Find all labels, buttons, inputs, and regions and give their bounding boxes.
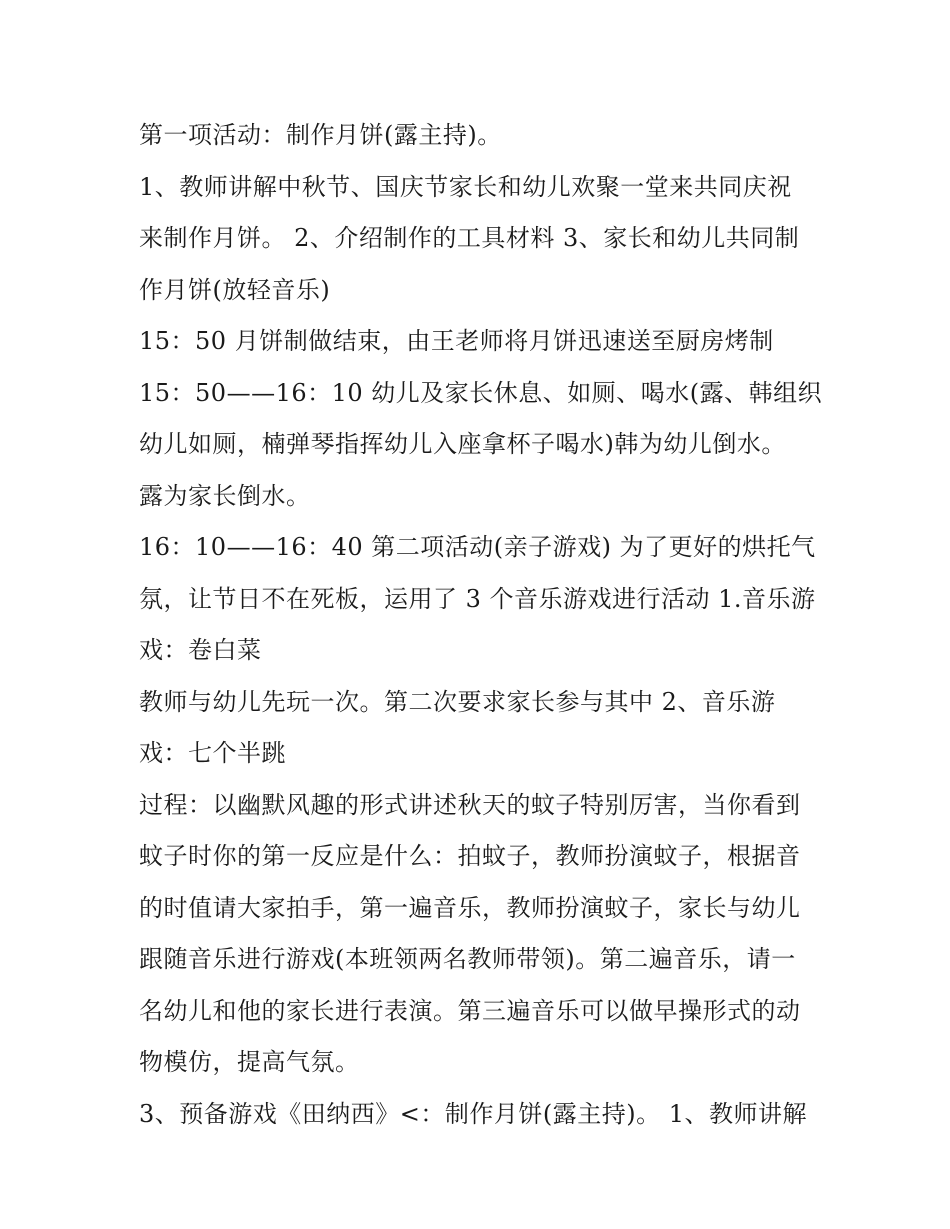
text-line: 蚊子时你的第一反应是什么：拍蚊子，教师扮演蚊子，根据音 <box>139 842 801 870</box>
text-line: 露为家长倒水。 <box>139 481 311 510</box>
text-line: 戏：卷白菜 <box>139 636 262 664</box>
text-line: 物模仿，提高气氛。 <box>139 1048 360 1076</box>
text-line: 过程：以幽默风趣的形式讲述秋天的蚊子特别厉害，当你看到 <box>139 790 801 819</box>
text-line: 的时值请大家拍手，第一遍音乐，教师扮演蚊子，家长与幼儿 <box>139 893 801 922</box>
text-line: 1、教师讲解中秋节、国庆节家长和幼儿欢聚一堂来共同庆祝 <box>139 172 792 201</box>
text-line: 作月饼(放轻音乐) <box>139 275 331 304</box>
text-line: 第一项活动：制作月饼(露主持)。 <box>139 121 502 149</box>
document-body <box>139 110 839 1140</box>
text-line: 来制作月饼。 2、介绍制作的工具材料 3、家长和幼儿共同制 <box>139 224 800 252</box>
text-line: 15：50——16：10 幼儿及家长休息、如厕、喝水(露、韩组织 <box>139 378 823 407</box>
text-line: 名幼儿和他的家长进行表演。第三遍音乐可以做早操形式的动 <box>139 996 801 1025</box>
text-line: 3、预备游戏《田纳西》<：制作月饼(露主持)。 1、教师讲解 <box>139 1099 808 1128</box>
text-line: 16：10——16：40 第二项活动(亲子游戏) 为了更好的烘托气 <box>139 533 816 561</box>
text-line: 教师与幼儿先玩一次。第二次要求家长参与其中 2、音乐游 <box>139 687 776 716</box>
text-line: 戏：七个半跳 <box>139 739 286 767</box>
text-line: 跟随音乐进行游戏(本班领两名教师带领)。第二遍音乐，请一 <box>139 945 796 973</box>
text-line: 幼儿如厕，楠弹琴指挥幼儿入座拿杯子喝水)韩为幼儿倒水。 <box>139 430 786 458</box>
text-line: 氛，让节日不在死板，运用了 3 个音乐游戏进行活动 1.音乐游 <box>139 584 816 613</box>
text-line: 15：50 月饼制做结束，由王老师将月饼迅速送至厨房烤制 <box>139 327 774 355</box>
